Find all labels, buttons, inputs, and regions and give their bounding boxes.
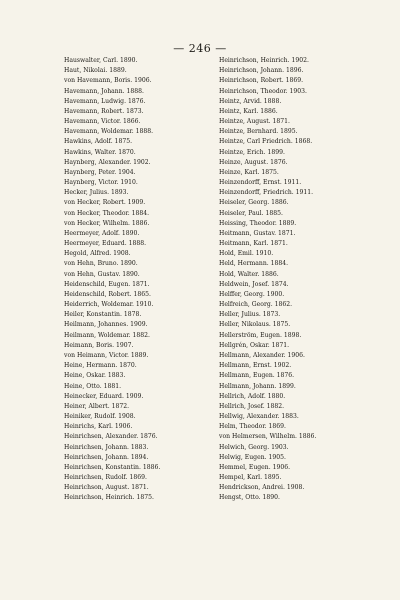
- list-entry: Held, Hermann. 1884.: [219, 260, 289, 268]
- list-entry: Heinrichsen, Alexander. 1876.: [64, 433, 158, 441]
- list-entry: Heinecker, Eduard. 1909.: [64, 392, 144, 400]
- list-entry: Hellgrén, Oskar. 1871.: [219, 341, 290, 349]
- list-entry: Hawkins, Adolf. 1875.: [64, 138, 133, 146]
- list-entry: Heinrichson, Johann. 1896.: [219, 67, 304, 75]
- list-entry: Heller, Nikolaus. 1875.: [219, 321, 291, 329]
- list-entry: Heiseler, Paul. 1885.: [219, 209, 283, 217]
- list-entry: Heitmann, Karl. 1871.: [219, 240, 288, 248]
- list-entry: Heiner, Albert. 1872.: [64, 402, 130, 410]
- list-entry: Helwig, Eugen. 1905.: [219, 453, 286, 461]
- list-entry: Heinrichs, Karl. 1906.: [64, 423, 133, 431]
- list-entry: Heinze, August. 1876.: [219, 158, 288, 166]
- list-entry: Heintze, Bernhard. 1895.: [219, 128, 298, 136]
- list-entry: Heinrichson, Theodor. 1903.: [219, 87, 307, 95]
- list-entry: Hellmann, Alexander. 1906.: [219, 351, 305, 359]
- list-entry: Heinrichson, August. 1871.: [64, 484, 149, 492]
- list-entry: Heinrichson, Robert. 1869.: [219, 77, 304, 85]
- list-entry: von Hecker, Theodor. 1884.: [64, 209, 150, 217]
- list-entry: Hauswalter, Carl. 1890.: [64, 57, 138, 64]
- list-entry: Heimann, Boris. 1907.: [64, 341, 134, 349]
- list-entry: Heintz, Arvid. 1888.: [219, 97, 282, 105]
- list-entry: Heidenschild, Robert. 1865.: [64, 290, 151, 298]
- list-entry: Havemann, Robert. 1873.: [64, 107, 144, 115]
- list-entry: Havemann, Ludwig. 1876.: [64, 97, 146, 105]
- list-entry: Heidenschild, Eugen. 1871.: [64, 280, 150, 288]
- list-entry: von Havemann, Boris. 1906.: [64, 77, 152, 85]
- list-entry: Heissing, Theodor. 1889.: [219, 219, 297, 227]
- list-entry: Heintz, Karl. 1886.: [219, 107, 278, 115]
- list-entry: Hold, Emil. 1910.: [219, 250, 274, 258]
- list-entry: Hendrickson, Andrei. 1908.: [219, 484, 305, 492]
- list-entry: Hemmel, Eugen. 1906.: [219, 463, 291, 471]
- list-entry: Hawkins, Walter. 1870.: [64, 148, 136, 156]
- list-entry: Heinrichson, Heinrich. 1902.: [219, 57, 309, 64]
- list-entry: Heinrichsen, Konstantin. 1886.: [64, 463, 161, 471]
- list-entry: Heintze, Erich. 1899.: [219, 148, 285, 156]
- list-entry: Heilmann, Woldemar. 1882.: [64, 331, 150, 339]
- list-entry: Heitmann, Gustav. 1871.: [219, 229, 296, 237]
- list-entry: Heldwein, Josef. 1874.: [219, 280, 289, 288]
- list-entry: Hellmann, Ernst. 1902.: [219, 362, 292, 370]
- list-entry: Heinrichsen, Johann. 1894.: [64, 453, 149, 461]
- list-entry: Heintze, Carl Friedrich. 1868.: [219, 138, 313, 146]
- list-entry: Hegold, Alfred. 1908.: [64, 250, 131, 258]
- list-entry: Heinrichsen, Johann. 1883.: [64, 443, 149, 451]
- list-entry: Hellmann, Eugen. 1876.: [219, 372, 295, 380]
- list-entry: Heller, Julius. 1873.: [219, 311, 281, 319]
- list-entry: Heinzendorff, Friedrich. 1911.: [219, 189, 314, 197]
- list-entry: Hellerström, Eugen. 1898.: [219, 331, 302, 339]
- name-list-left-column: [64, 56, 224, 504]
- list-entry: Heine, Otto. 1881.: [64, 382, 122, 390]
- list-entry: Heintze, August. 1871.: [219, 118, 290, 126]
- list-entry: Havemann, Victor. 1866.: [64, 118, 141, 126]
- list-entry: Heinrichson, Heinrich. 1875.: [64, 494, 154, 502]
- list-entry: Hellmann, Johann. 1899.: [219, 382, 296, 390]
- list-entry: Havemann, Woldemar. 1888.: [64, 128, 154, 136]
- list-entry: Hecker, Julius. 1893.: [64, 189, 129, 197]
- list-entry: Hold, Walter. 1886.: [219, 270, 279, 278]
- list-entry: Heermeyer, Adolf. 1890.: [64, 229, 140, 237]
- list-entry: Haynberg, Peter. 1904.: [64, 168, 136, 176]
- list-entry: Heermeyer, Eduard. 1888.: [64, 240, 147, 248]
- list-entry: Heinze, Karl. 1875.: [219, 168, 279, 176]
- name-list-right-column: [219, 56, 379, 504]
- list-entry: Heinzendorff, Ernst. 1911.: [219, 179, 302, 187]
- list-entry: Heiseler, Georg. 1886.: [219, 199, 289, 207]
- list-entry: Haynberg, Victor. 1910.: [64, 179, 138, 187]
- page-number: — 246 —: [173, 42, 227, 55]
- list-entry: Heilmann, Johannes. 1909.: [64, 321, 148, 329]
- list-entry: Haut, Nikolai. 1889.: [64, 67, 127, 75]
- list-entry: Haynberg, Alexander. 1902.: [64, 158, 151, 166]
- list-entry: Hellwig, Alexander. 1883.: [219, 413, 299, 421]
- list-entry: Heiler, Konstantin. 1878.: [64, 311, 142, 319]
- list-entry: Helfreich, Georg. 1862.: [219, 301, 293, 309]
- list-entry: Heine, Hermann. 1870.: [64, 362, 137, 370]
- list-entry: Hengst, Otto. 1890.: [219, 494, 280, 502]
- list-entry: Hempel, Karl. 1895.: [219, 474, 282, 482]
- list-entry: von Helmersen, Wilhelm. 1886.: [219, 433, 317, 441]
- list-entry: von Hehn, Bruno. 1890.: [64, 260, 138, 268]
- list-entry: Helffer, Georg. 1900.: [219, 290, 285, 298]
- list-entry: Heiniker, Rudolf. 1908.: [64, 413, 136, 421]
- list-entry: Heine, Oskar. 1883.: [64, 372, 126, 380]
- list-entry: Heinrichsen, Rudolf. 1869.: [64, 474, 147, 482]
- list-entry: von Hecker, Robert. 1909.: [64, 199, 146, 207]
- list-entry: von Hecker, Wilhelm. 1886.: [64, 219, 150, 227]
- list-entry: Heiderrich, Woldemar. 1910.: [64, 301, 154, 309]
- list-entry: von Hehn, Gustav. 1890.: [64, 270, 140, 278]
- list-entry: Helm, Theodor. 1869.: [219, 423, 286, 431]
- list-entry: Helwich, Georg. 1903.: [219, 443, 289, 451]
- list-entry: Hellrich, Josef. 1882.: [219, 402, 285, 410]
- list-entry: Hellrich, Adolf. 1880.: [219, 392, 286, 400]
- list-entry: Havemann, Johann. 1888.: [64, 87, 144, 95]
- list-entry: von Heimann, Victor. 1889.: [64, 351, 149, 359]
